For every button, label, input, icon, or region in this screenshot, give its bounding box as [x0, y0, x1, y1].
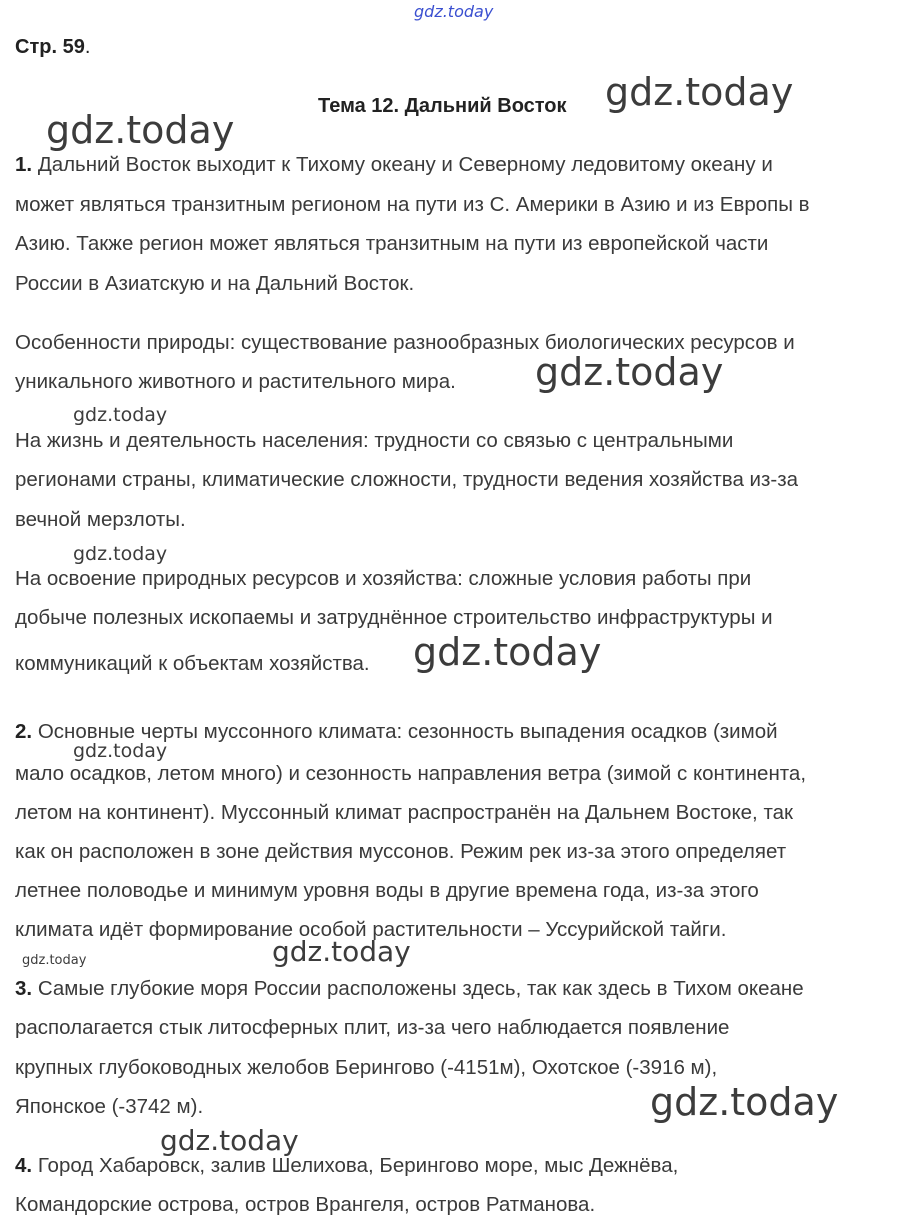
text-line: располагается стык литосферных плит, из-за чего наблюдается появление	[15, 1016, 730, 1039]
page-ref-text: Стр. 59	[15, 36, 85, 58]
watermark: gdz.today	[650, 1080, 839, 1124]
text-line: На освоение природных ресурсов и хозяйства: сложные условия работы при	[15, 567, 752, 590]
text-line: как он расположен в зоне действия муссонов. Режим рек из-за этого определяет	[15, 840, 787, 863]
text-line: вечной мерзлоты.	[15, 508, 186, 531]
text-line: крупных глубоководных желобов Берингово (-4151м), Охотское (-3916 м),	[15, 1056, 718, 1079]
text-line: 2. Основные черты муссонного климата: сезонность выпадения осадков (зимой	[15, 720, 778, 743]
watermark: gdz.today	[22, 953, 87, 968]
watermark: gdz.today	[413, 630, 602, 674]
text-line: 3. Самые глубокие моря России расположены здесь, так как здесь в Тихом океане	[15, 977, 804, 1000]
answer-number: 4.	[15, 1154, 33, 1177]
top-watermark: gdz.today	[414, 2, 494, 21]
text-line: 1. Дальний Восток выходит к Тихому океану и Северному ледовитому океану и	[15, 153, 773, 176]
answer-number: 2.	[15, 720, 33, 743]
text-line: Особенности природы: существование разнообразных биологических ресурсов и	[15, 331, 795, 354]
text-line: коммуникаций к объектам хозяйства.	[15, 652, 370, 675]
watermark: gdz.today	[46, 108, 235, 152]
text-line: Японское (-3742 м).	[15, 1095, 204, 1118]
text-line: может являться транзитным регионом на пути из С. Америки в Азию и из Европы в	[15, 193, 810, 216]
text-line: Командорские острова, остров Врангеля, остров Ратманова.	[15, 1193, 596, 1216]
text-line: летнее половодье и минимум уровня воды в другие времена года, из-за этого	[15, 879, 759, 902]
text-line: климата идёт формирование особой растительности – Уссурийской тайги.	[15, 918, 727, 941]
watermark: gdz.today	[73, 543, 168, 565]
watermark: gdz.today	[535, 350, 724, 394]
answer-number: 1.	[15, 153, 33, 176]
text-line: Азию. Также регион может являться транзитным на пути из европейской части	[15, 232, 769, 255]
page-reference	[15, 36, 90, 59]
text-line: летом на континент). Муссонный климат распространён на Дальнем Востоке, так	[15, 801, 793, 824]
text-line: уникального животного и растительного мира.	[15, 370, 456, 393]
text-line: регионами страны, климатические сложности, трудности ведения хозяйства из-за	[15, 468, 799, 491]
watermark: gdz.today	[73, 740, 168, 762]
watermark: gdz.today	[272, 935, 411, 968]
text-line: мало осадков, летом много) и сезонность направления ветра (зимой с континента,	[15, 762, 807, 785]
text-line: 4. Город Хабаровск, залив Шелихова, Берингово море, мыс Дежнёва,	[15, 1154, 679, 1177]
page-ref-dot: .	[84, 36, 91, 58]
text-line: России в Азиатскую и на Дальний Восток.	[15, 272, 415, 295]
watermark: gdz.today	[73, 404, 168, 426]
page-title: Тема 12. Дальний Восток	[318, 95, 567, 117]
watermark: gdz.today	[605, 70, 794, 114]
answer-number: 3.	[15, 977, 33, 1000]
text-line: На жизнь и деятельность населения: трудности со связью с центральными	[15, 429, 734, 452]
watermark: gdz.today	[160, 1124, 299, 1157]
text-line: добыче полезных ископаемы и затруднённое строительство инфраструктуры и	[15, 606, 773, 629]
